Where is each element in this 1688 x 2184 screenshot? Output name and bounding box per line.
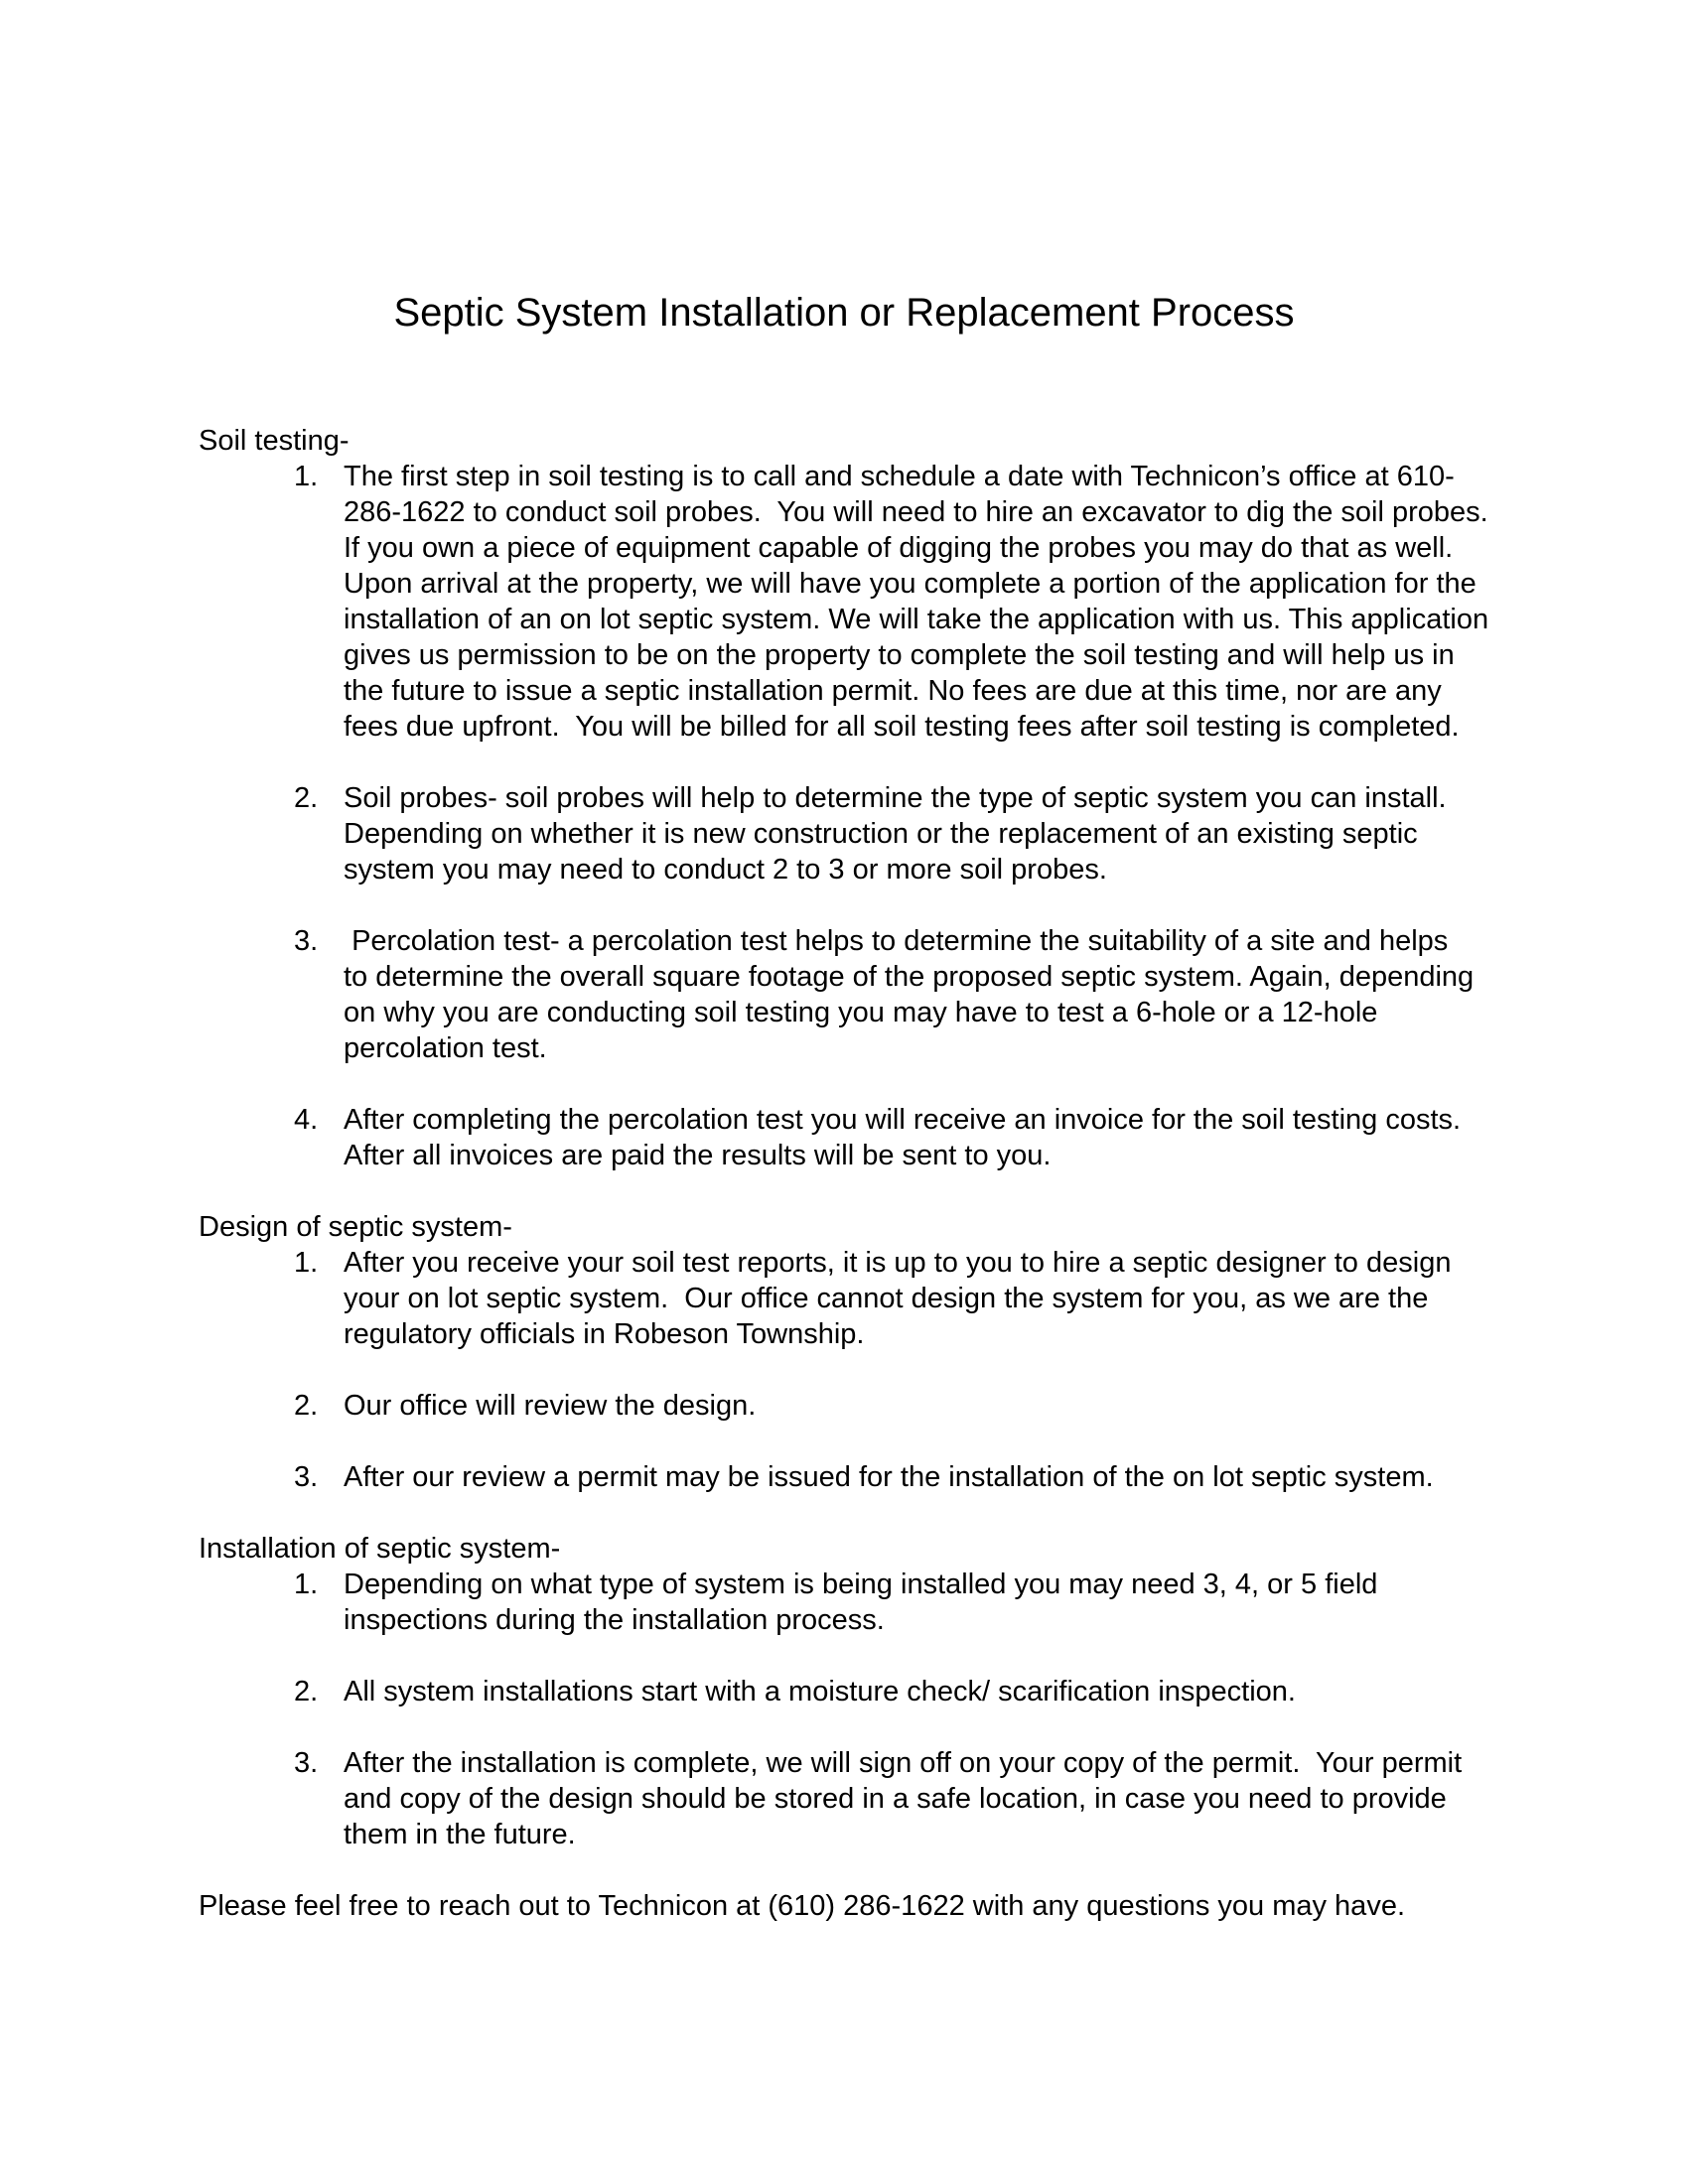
list-item bbox=[294, 1388, 1489, 1424]
list-item bbox=[294, 923, 1489, 1066]
list-item bbox=[294, 459, 1497, 745]
numbered-list bbox=[294, 459, 1497, 1173]
list-item-text: Depending on what type of system is being installed you may need 3, 4, or 5 field inspections during the installation process. bbox=[344, 1569, 1386, 1636]
list-item-number: 3. bbox=[294, 1747, 319, 1779]
list-item-text: The first step in soil testing is to call and schedule a date with Technicon’s office at 610-286-1622 to conduct soil probes. You will need to hire an excavator to dig the soil probes. If you own a piece of equipment capable of digging the probes you may do that as well. Upon arrival at the property, we will have you complete a portion of the application for the installation of an on lot septic system. We will take the application with us. This application gives us permission to be on the property to complete the soil testing and will help us in the future to issue a septic installation permit. No fees are due at this time, nor are any fees due upfront. You will be billed for all soil testing fees after soil testing is completed. bbox=[344, 461, 1497, 743]
list-item bbox=[294, 1567, 1489, 1638]
list-item-text: After the installation is complete, we will sign off on your copy of the permit. Your permit and copy of the design should be stored in a safe location, in case you need to provide them in the future. bbox=[344, 1747, 1471, 1850]
list-item-text: Percolation test- a percolation test helps to determine the suitability of a site and helps to determine the overall square footage of the proposed septic system. Again, depending on why you are conducting soil testing you may have to test a 6-hole or a 12-hole percolation test. bbox=[344, 925, 1482, 1064]
list-item-text: Our office will review the design. bbox=[344, 1390, 757, 1422]
list-item bbox=[294, 1674, 1489, 1709]
section-soil-testing bbox=[199, 423, 1497, 1173]
list-item-text: After you receive your soil test reports, it is up to you to hire a septic designer to design your on lot septic system. Our office cannot design the system for you, as we are the regulatory officials in Robeson Township. bbox=[344, 1247, 1460, 1350]
numbered-list bbox=[294, 1567, 1489, 1852]
list-item bbox=[294, 780, 1489, 887]
list-item-number: 3. bbox=[294, 925, 319, 957]
page-title: Septic System Installation or Replacement Process bbox=[393, 291, 1295, 335]
list-item-number: 3. bbox=[294, 1461, 319, 1493]
list-item-text: After completing the percolation test you will receive an invoice for the soil testing costs. After all invoices are paid the results will be sent to you. bbox=[344, 1104, 1468, 1171]
numbered-list bbox=[294, 1245, 1489, 1495]
list-item-number: 1. bbox=[294, 1569, 319, 1600]
list-item bbox=[294, 1459, 1489, 1495]
list-item-number: 2. bbox=[294, 1676, 319, 1707]
section-design bbox=[199, 1209, 1489, 1495]
list-item bbox=[294, 1745, 1489, 1852]
list-item-text: Soil probes- soil probes will help to determine the type of septic system you can install. Depending on whether it is new construction or the replacement of an existing septic system you may need to conduct 2 to 3 or more soil probes. bbox=[344, 782, 1463, 886]
list-item-text: After our review a permit may be issued for the installation of the on lot septic system. bbox=[344, 1461, 1434, 1493]
list-item-number: 4. bbox=[294, 1104, 319, 1136]
section-heading: Installation of septic system- bbox=[199, 1533, 561, 1565]
closing-paragraph: Please feel free to reach out to Technicon at (610) 286-1622 with any questions you may have. bbox=[199, 1890, 1405, 1922]
list-item-number: 1. bbox=[294, 1247, 319, 1279]
list-item bbox=[294, 1245, 1489, 1352]
section-installation bbox=[199, 1531, 1489, 1852]
section-heading: Design of septic system- bbox=[199, 1211, 512, 1243]
list-item bbox=[294, 1102, 1489, 1173]
list-item-number: 2. bbox=[294, 782, 319, 814]
section-heading: Soil testing- bbox=[199, 425, 350, 457]
list-item-number: 1. bbox=[294, 461, 319, 492]
list-item-number: 2. bbox=[294, 1390, 319, 1422]
list-item-text: All system installations start with a moisture check/ scarification inspection. bbox=[344, 1676, 1296, 1707]
